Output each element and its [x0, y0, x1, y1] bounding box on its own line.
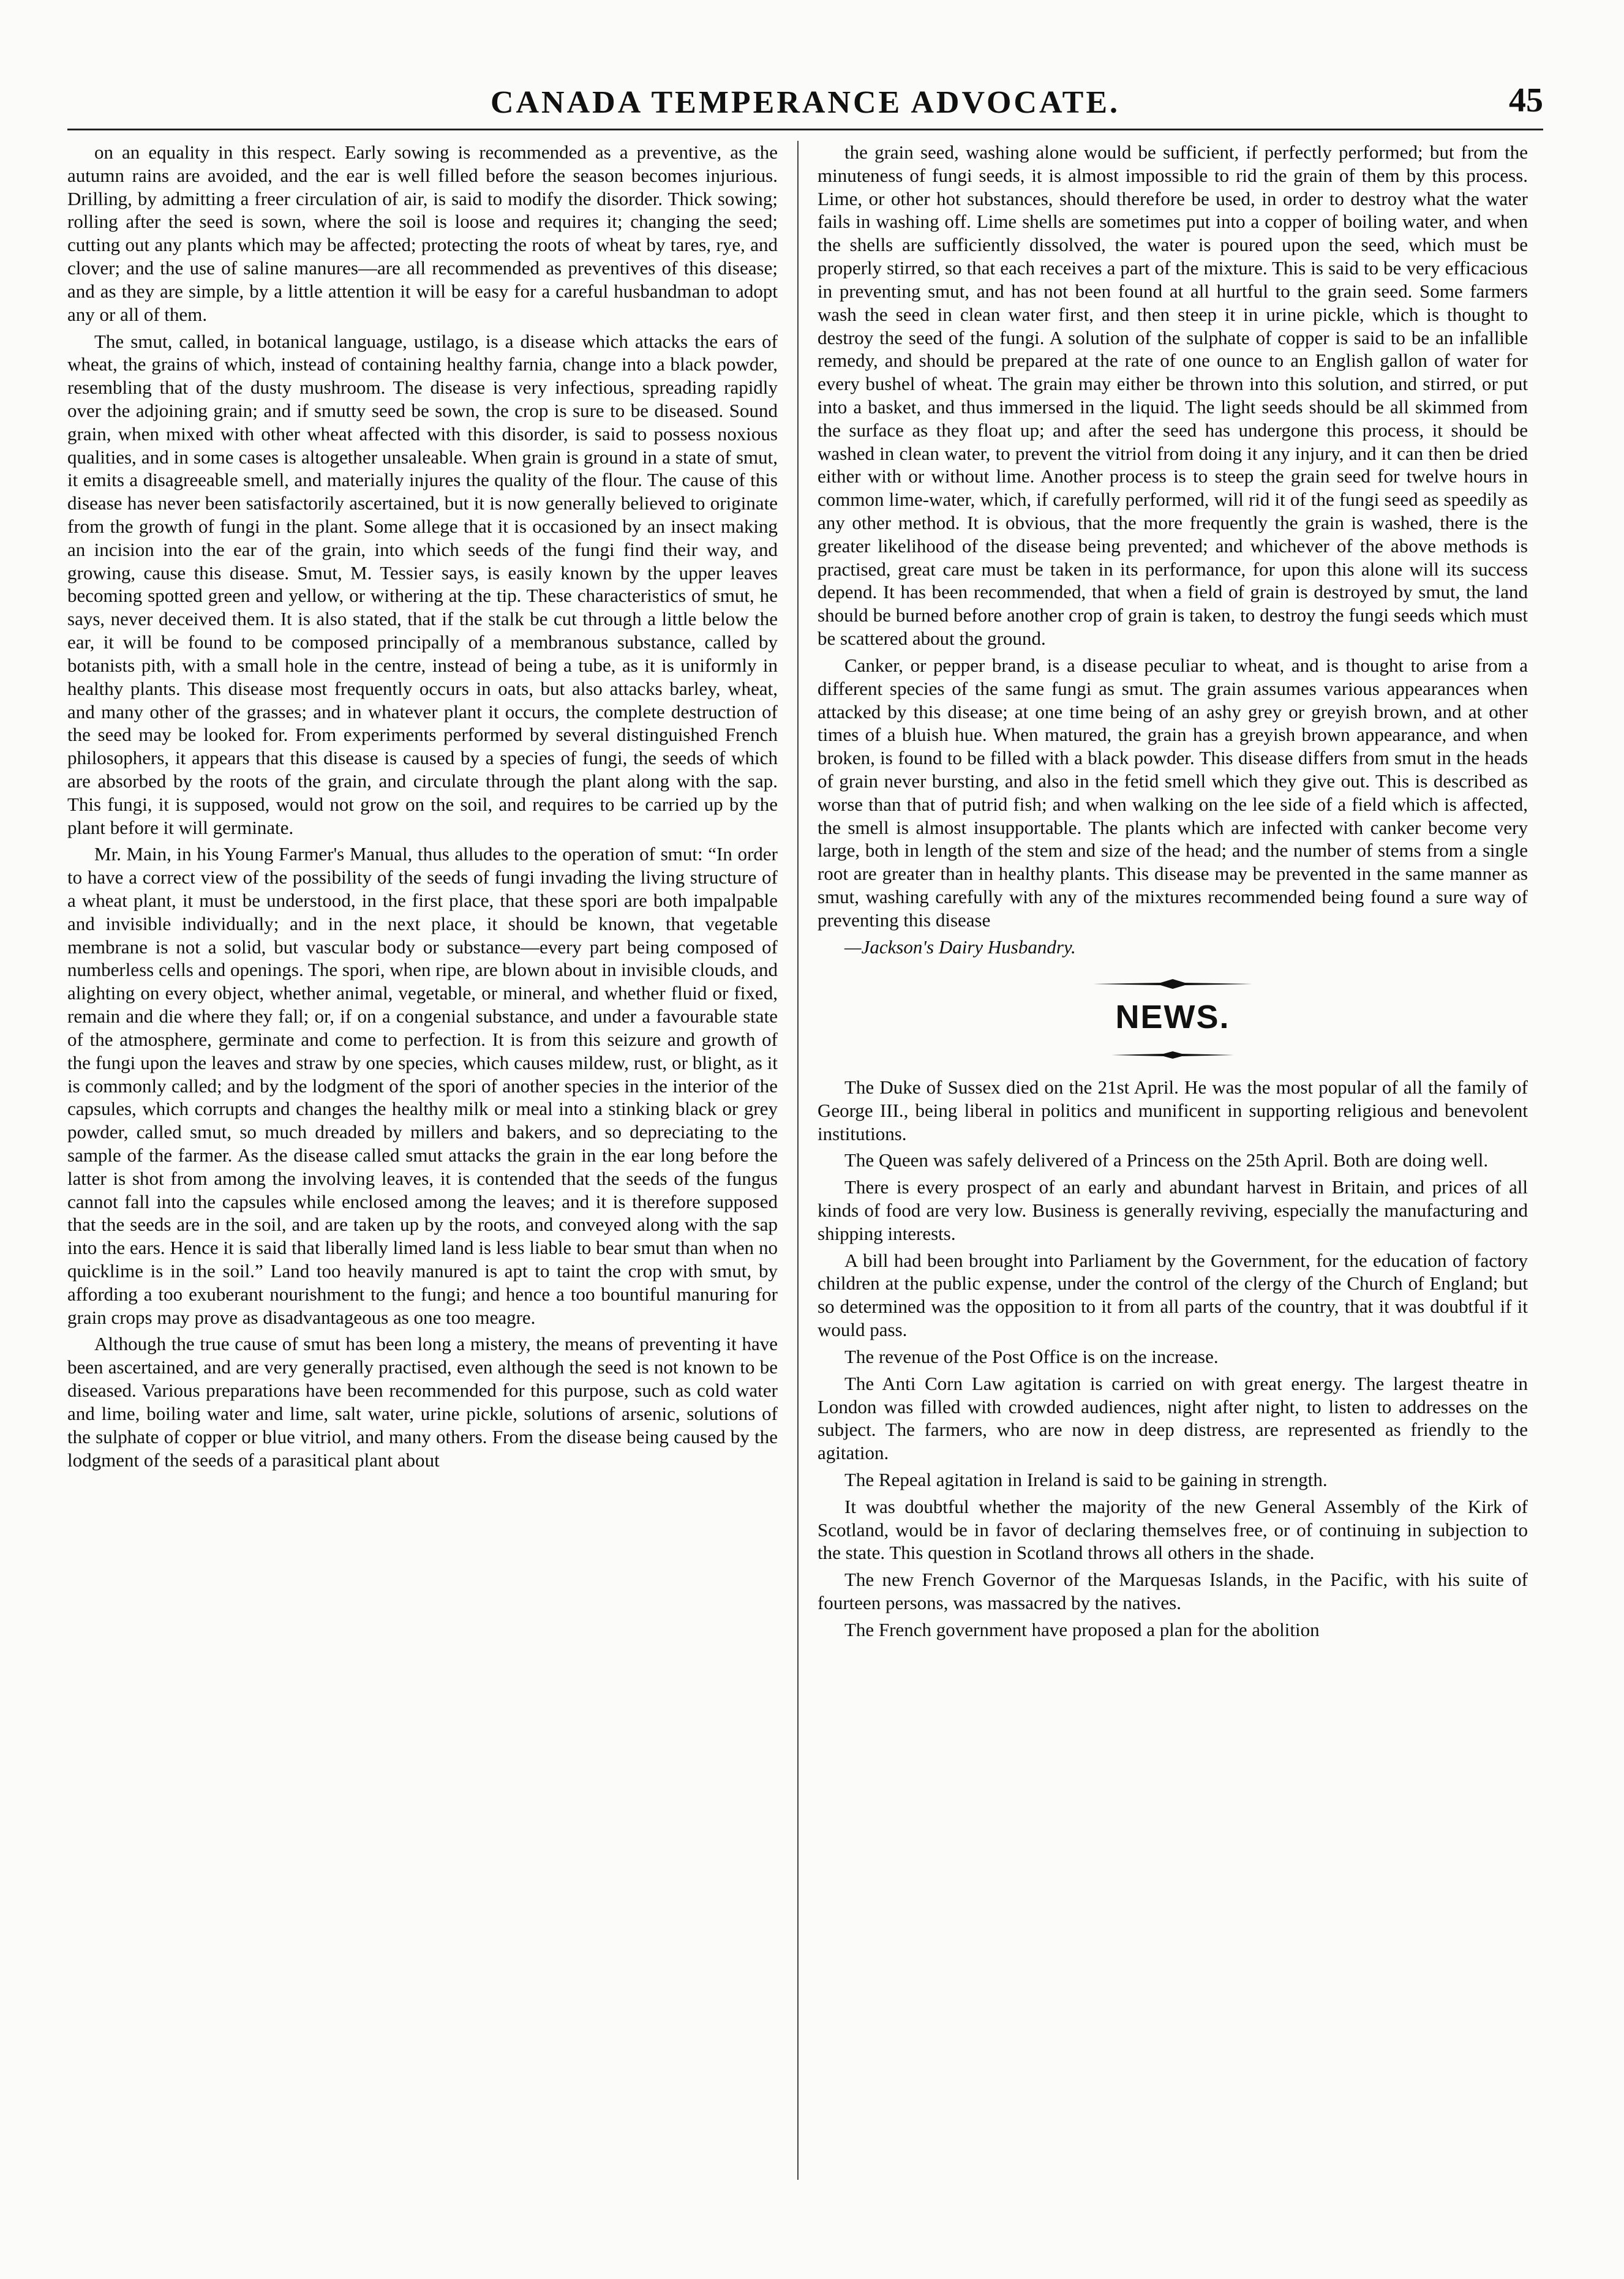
- ornament-rule-bottom: [818, 1042, 1528, 1065]
- page-number: 45: [1509, 81, 1543, 119]
- news-item: The new French Governor of the Marquesas Islands, in the Pacific, with his suite of fourteen persons, was massacred by the natives.: [818, 1569, 1528, 1613]
- news-item: The Duke of Sussex died on the 21st April. He was the most popular of all the family of George III., being liberal in politics and munificent in supporting religious and benevolent institutions.: [818, 1076, 1528, 1144]
- news-item: The Queen was safely delivered of a Princess on the 25th April. Both are doing well.: [844, 1149, 1489, 1171]
- ornament-rule-top: [818, 972, 1528, 995]
- article-columns: [67, 141, 1543, 2180]
- page-header: [67, 73, 1543, 130]
- paragraph: Mr. Main, in his Young Farmer's Manual, thus alludes to the operation of smut: “In order to have a correct view of the possibility of the seeds of fungi invading the living structure of a wheat plant, it must be understood, in the first place, that these spori are both impalpable and invisible individually; and in the next place, it should be known, that vegetable membrane is not a solid, but vascular body or substance—every part being composed of numberless cells and openings. The spori, when ripe, are blown about in invisible clouds, and alighting on every object, whether animal, vegetable, or mineral, and whether fluid or fixed, remain and die where they fall; or, if on a congenial substance, and under a favourable state of the atmosphere, germinate and come to perfection. It is from this seizure and growth of the fungi upon the leaves and straw by one species, which causes mildew, rust, or blight, as it is commonly called; and by the lodgment of the spori of another species in the interior of the capsules, which corrupts and changes the healthy milk or meal into a stinking black or grey powder, called smut, so much dreaded by millers and bakers, and so depreciating to the sample of the farmer. As the disease called smut attacks the grain in the ear long before the latter is shot from among the involving leaves, it is contended that the seeds of the fungus cannot fall into the capsules while enclosed among the leaves; and it is therefore supposed that the seeds are in the soil, and are taken up by the roots, and conveyed along with the sap into the ears. Hence it is said that liberally limed land is less liable to bear smut than when no quicklime is in the soil.” Land too heavily manured is apt to taint the crop with smut, by affording a too exuberant nourishment to the fungi; and hence a too bountiful manuring for grain crops may prove as disadvantageous as one too meagre.: [67, 843, 778, 1328]
- news-item: It was doubtful whether the majority of the new General Assembly of the Kirk of Scotland, would be in favor of declaring themselves free, or of continuing in subjection to the state. This question in Scotland throws all others in the shade.: [818, 1495, 1528, 1564]
- news-item: The Anti Corn Law agitation is carried on with great energy. The largest theatre in London was filled with crowded audiences, night after night, to listen to addresses on the subject. The farmers, who are now in deep distress, are represented as friendly to the agitation.: [818, 1372, 1528, 1464]
- right-column: [818, 141, 1528, 2180]
- column-divider: [797, 141, 799, 2180]
- ornament-rule-icon: [1093, 978, 1252, 989]
- news-item: The French government have proposed a plan for the abolition: [844, 1618, 1320, 1640]
- article-source: —Jackson's Dairy Husbandry.: [844, 936, 1076, 958]
- left-column: [67, 141, 778, 2180]
- paragraph: the grain seed, washing alone would be sufficient, if perfectly performed; but from the minuteness of fungi seeds, it is almost impossible to rid the grain of them by this process. Lime, or other hot substances, should therefore be used, in order to destroy what the water fails in washing off. Lime shells are sometimes put into a copper of boiling water, and when the shells are sufficiently dissolved, the water is poured upon the seed, which must be properly stirred, so that each receives a part of the mixture. This is said to be very efficacious in preventing smut, and has not been found at all hurtful to the grain seed. Some farmers wash the seed in clean water first, and then steep it in urine pickle, which is thought to destroy the seed of the fungi. A solution of the sulphate of copper is said to be an infallible remedy, and should be prepared at the rate of one ounce to an English gallon of water for every bushel of wheat. The grain may either be thrown into this solution, and stirred, or put into a basket, and thus immersed in the liquid. The light seeds should be all skimmed from the surface as they float up; and after the seed has undergone this process, it should be washed in clean water, to prevent the vitriol from doing it any injury, and it can then be dried either with or without lime. Another process is to steep the grain seed for twelve hours in common lime-water, which, if carefully performed, will rid it of the fungi seed as speedily as any other method. It is obvious, that the more frequently the grain is washed, there is the greater likelihood of the disease being prevented; and whichever of the above methods is practised, great care must be taken in its performance, for upon this alone will its success depend. It has been recommended, that when a field of grain is destroyed by smut, the land should be burned before another crop of grain is taken, to destroy the fungi seeds which must be scattered about the ground.: [818, 141, 1528, 650]
- news-heading: NEWS.: [1115, 999, 1230, 1036]
- news-item: The revenue of the Post Office is on the increase.: [844, 1345, 1219, 1367]
- news-item: There is every prospect of an early and abundant harvest in Britain, and prices of all kinds of food are very low. Business is generally reviving, especially the manufacturing and shipping interests.: [818, 1176, 1528, 1244]
- news-item: The Repeal agitation in Ireland is said to be gaining in strength.: [844, 1468, 1328, 1490]
- publication-title: CANADA TEMPERANCE ADVOCATE.: [490, 85, 1121, 120]
- paragraph: Canker, or pepper brand, is a disease peculiar to wheat, and is thought to arise from a different species of the same fungi as smut. The grain assumes various appearances when attacked by this disease; at one time being of an ashy grey or greyish brown, and at other times of a bluish hue. When matured, the grain has a greyish brown appearance, and when broken, is found to be filled with a black powder. This disease differs from smut in the heads of grain never bursting, and also in the fetid smell which they give out. This is described as worse than that of putrid fish; and when walking on the lee side of a field which is affected, the smell is almost insupportable. The plants which are infected with canker become very large, both in length of the stem and size of the head; and the number of stems from a single root are greater than in healthy plants. This disease may be prevented in the same manner as smut, washing carefully with any of the mixtures recommended being found a sure way of preventing this disease: [818, 654, 1528, 931]
- news-item: A bill had been brought into Parliament by the Government, for the education of factory children at the public expense, under the control of the clergy of the Church of England; but so determined was the opposition to it from all parts of the country, that it was doubtful if it would pass.: [818, 1249, 1528, 1341]
- paragraph: on an equality in this respect. Early sowing is recommended as a preventive, as the autumn rains are avoided, and the ear is well filled before the season becomes injurious. Drilling, by admitting a freer circulation of air, is said to modify the disorder. Thick sowing; rolling after the seed is sown, where the soil is loose and requires it; changing the seed; cutting out any plants which may be affected; protecting the roots of wheat by tares, rye, and clover; and the use of saline manures—are all recommended as preventives of this disease; and as they are simple, by a little attention it will be easy for a careful husbandman to adopt any or all of them.: [67, 141, 778, 325]
- paragraph: Although the true cause of smut has been long a mistery, the means of preventing it have been ascertained, and are very generally practised, even although the seed is not known to be diseased. Various preparations have been recommended for this purpose, such as cold water and lime, boiling water and lime, salt water, urine pickle, solutions of arsenic, solutions of the sulphate of copper or blue vitriol, and many others. From the disease being caused by the lodgment of the seeds of a parasitical plant about: [67, 1333, 778, 1471]
- newspaper-page: [67, 73, 1543, 2180]
- paragraph: The smut, called, in botanical language, ustilago, is a disease which attacks the ears of wheat, the grains of which, instead of containing healthy farnia, change into a black powder, resembling that of the dusty mushroom. The disease is very infectious, spreading rapidly over the adjoining grain; and if smutty seed be sown, the crop is sure to be diseased. Sound grain, when mixed with other wheat affected with this disorder, is said to possess noxious qualities, and in some cases is altogether unsaleable. When grain is ground in a state of smut, it emits a disagreeable smell, and materially injures the quality of the flour. The cause of this disease has never been satisfactorily ascertained, but it is now generally believed to originate from the growth of fungi in the plant. Some allege that it is occasioned by an insect making an incision into the ear of the grain, into which seeds of the fungi find their way, and growing, cause this disease. Smut, M. Tessier says, is easily known by the upper leaves becoming spotted green and yellow, or withering at the tip. These characteristics of smut, he says, never deceived them. It is also stated, that if the stalk be cut through a little below the ear, it will be found to be composed principally of a membranous substance, called by botanists pith, with a small hole in the centre, instead of being a tube, as it is uniformly in healthy plants. This disease most frequently occurs in oats, but also attacks barley, wheat, and many other of the grasses; and in whatever plant it occurs, the complete destruction of the seed may be looked for. From experiments performed by several distinguished French philosophers, it appears that this disease is caused by a species of fungi, the seeds of which are absorbed by the roots of the grain, and circulate through the plant along with the sap. This fungi, it is supposed, would not grow on the soil, and requires to be carried up by the plant before it will germinate.: [67, 330, 778, 838]
- ornament-rule-icon: [1111, 1051, 1234, 1059]
